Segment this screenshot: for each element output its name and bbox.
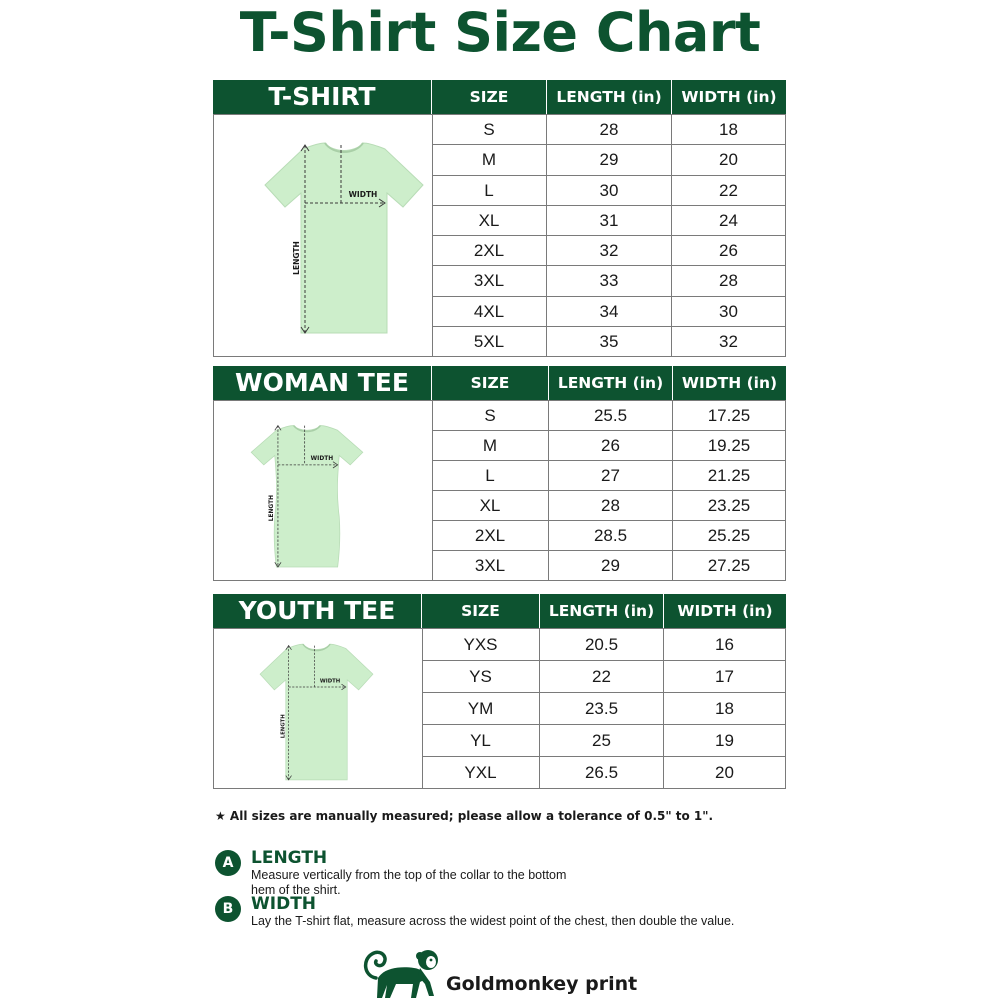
cell-length: 25.5 [549,401,673,430]
legend-width-description: Lay the T-shirt flat, measure across the widest point of the chest, then double the value. [251,914,735,928]
cell-size: YXS [422,629,540,660]
table-row [422,629,786,661]
size-table [422,628,786,789]
cell-length: 22 [540,661,664,692]
cell-length: 28.5 [549,521,673,550]
table-row [432,115,786,145]
length-measure-label: LENGTH [292,241,301,275]
cell-length: 26.5 [540,757,664,788]
cell-width: 19 [664,725,786,756]
cell-length: 29 [549,551,673,580]
cell-length: 32 [547,236,672,265]
cell-width: 20 [664,757,786,788]
cell-width: 19.25 [673,431,786,460]
cell-length: 20.5 [540,629,664,660]
table-row [432,297,786,327]
cell-length: 29 [547,145,672,174]
table-row [422,757,786,789]
cell-width: 17 [664,661,786,692]
cell-size: 5XL [432,327,547,356]
table-row [432,521,786,551]
cell-width: 22 [672,176,786,205]
cell-width: 17.25 [673,401,786,430]
table-row [432,461,786,491]
legend-length-title: LENGTH [251,848,328,868]
column-header-width: WIDTH (in) [681,374,778,392]
column-header-width: WIDTH (in) [681,88,777,106]
section-header [213,80,786,114]
table-row [432,176,786,206]
cell-length: 25 [540,725,664,756]
cell-width: 18 [664,693,786,724]
shirt-illustration-cell [213,114,433,357]
legend-length-description: Measure vertically from the top of the collar to the bottom hem of the shirt. [251,868,567,897]
table-row [432,266,786,296]
cell-size: YS [422,661,540,692]
legend-width-title: WIDTH [251,894,317,914]
tshirt-icon [259,133,429,343]
legend-length [215,848,775,897]
cell-length: 23.5 [540,693,664,724]
size-section-2 [213,594,786,789]
cell-size: S [432,401,549,430]
cell-size: 2XL [432,521,549,550]
cell-size: YL [422,725,540,756]
cell-length: 28 [549,491,673,520]
size-section-0 [213,80,786,357]
section-header [213,594,786,628]
column-header-size: SIZE [432,366,549,400]
table-row [432,206,786,236]
cell-size: M [432,145,547,174]
table-row [432,431,786,461]
cell-length: 35 [547,327,672,356]
cell-length: 30 [547,176,672,205]
column-header-length: LENGTH (in) [549,366,673,400]
cell-size: XL [432,206,547,235]
size-table [432,400,786,581]
cell-width: 28 [672,266,786,295]
cell-size: 3XL [432,266,547,295]
column-header-length: LENGTH (in) [540,594,664,628]
section-title: YOUTH TEE [213,594,422,628]
cell-size: S [432,115,547,144]
cell-size: M [432,431,549,460]
width-measure-label: WIDTH [310,456,334,463]
page-title: T-Shirt Size Chart [239,1,761,64]
table-row [432,236,786,266]
legend-width [215,896,775,930]
badge-b: B [215,896,241,922]
table-row [432,551,786,581]
tshirt-icon [232,413,382,578]
length-measure-label: LENGTH [280,714,287,739]
table-row [422,661,786,693]
cell-width: 27.25 [673,551,786,580]
column-header-length: LENGTH (in) [547,80,672,114]
cell-width: 21.25 [673,461,786,490]
shirt-illustration-cell [213,400,433,581]
cell-size: YXL [422,757,540,788]
cell-size: L [432,176,547,205]
cell-length: 27 [549,461,673,490]
width-measure-label: WIDTH [348,190,378,199]
table-row [432,401,786,431]
cell-width: 32 [672,327,786,356]
cell-size: XL [432,491,549,520]
monkey-logo-icon [360,938,444,1000]
cell-width: 25.25 [673,521,786,550]
size-table [432,114,786,357]
cell-width: 16 [664,629,786,660]
cell-width: 24 [672,206,786,235]
cell-size: L [432,461,549,490]
table-row [432,327,786,357]
section-title: T-SHIRT [213,80,432,114]
column-header-width: WIDTH (in) [677,602,773,620]
cell-length: 28 [547,115,672,144]
cell-length: 26 [549,431,673,460]
cell-length: 33 [547,266,672,295]
table-row [422,693,786,725]
length-measure-label: LENGTH [269,494,276,522]
table-row [432,145,786,175]
width-measure-label: WIDTH [319,678,341,685]
section-header [213,366,786,400]
cell-length: 34 [547,297,672,326]
cell-width: 30 [672,297,786,326]
cell-size: YM [422,693,540,724]
tolerance-note: ★ All sizes are manually measured; please allow a tolerance of 0.5" to 1". [215,809,714,823]
brand-name: Goldmonkey print [446,973,638,995]
cell-size: 3XL [432,551,549,580]
badge-a: A [215,850,241,876]
table-row [432,491,786,521]
size-section-1 [213,366,786,581]
cell-width: 18 [672,115,786,144]
column-header-size: SIZE [422,594,540,628]
table-row [422,725,786,757]
cell-size: 4XL [432,297,547,326]
cell-length: 31 [547,206,672,235]
section-title: WOMAN TEE [213,366,432,400]
tshirt-icon [244,637,389,787]
cell-size: 2XL [432,236,547,265]
cell-width: 26 [672,236,786,265]
column-header-size: SIZE [432,80,547,114]
cell-width: 23.25 [673,491,786,520]
cell-width: 20 [672,145,786,174]
shirt-illustration-cell [213,628,423,789]
